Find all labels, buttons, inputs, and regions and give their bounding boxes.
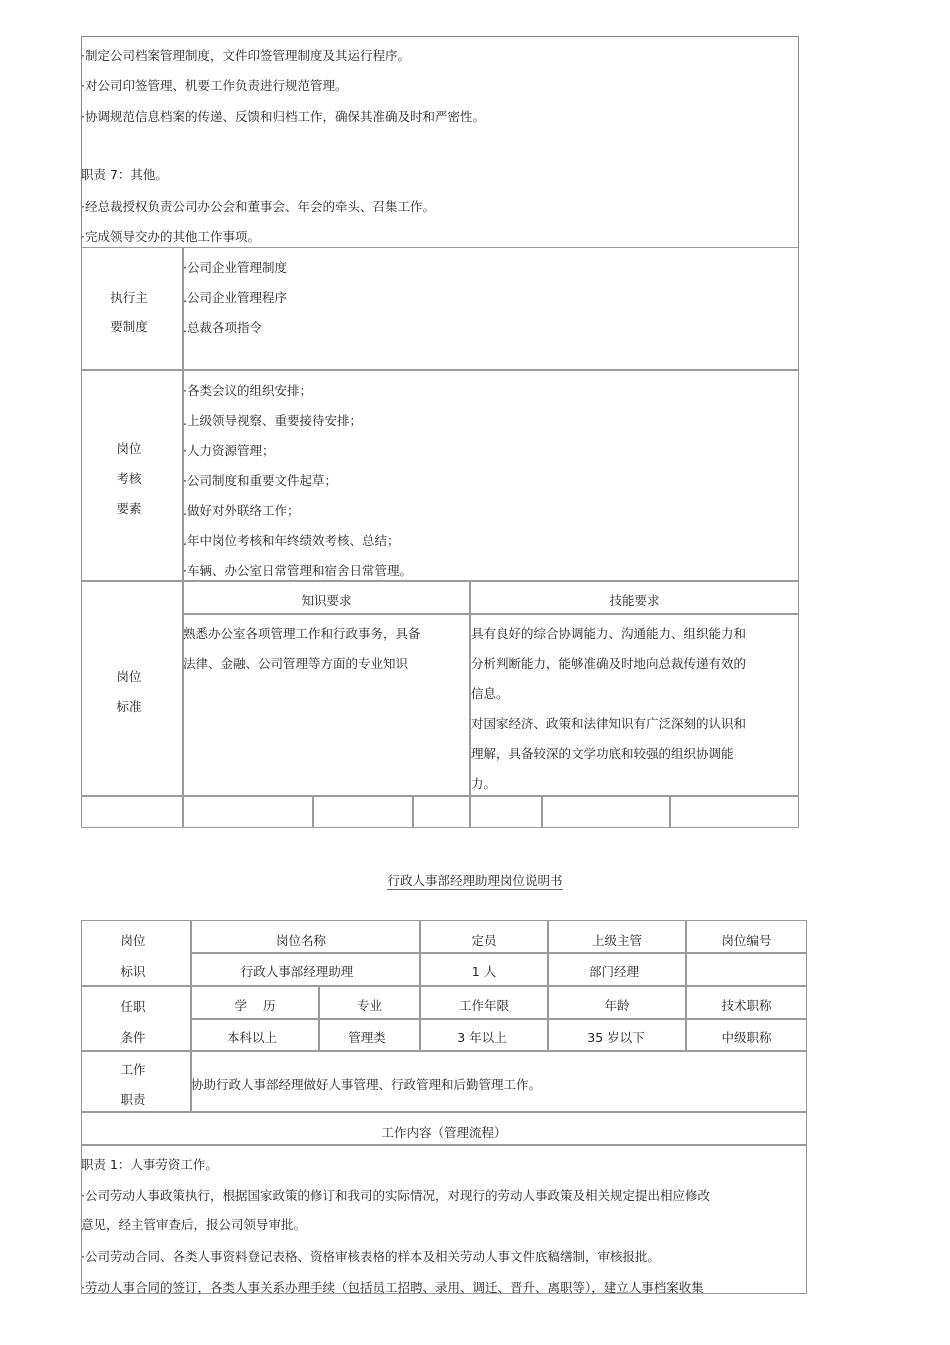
empty-cell: [670, 796, 799, 828]
skill-line: 对国家经济、政策和法律知识有广泛深刻的认识和: [471, 716, 747, 731]
skill-line: 具有良好的综合协调能力、沟通能力、组织能力和: [471, 626, 747, 641]
ident-label: 岗位: [120, 933, 146, 948]
content-heading: 职责 1：人事劳资工作。: [81, 1157, 218, 1172]
ident-value-cell: [686, 953, 807, 986]
exec-label: 执行主: [110, 290, 148, 305]
content-line: 意见，经主管审查后，报公司领导审批。: [81, 1217, 307, 1232]
duty-line: ·经总裁授权负责公司办公会和董事会、年会的牵头、召集工作。: [81, 199, 435, 214]
duty-line: ·对公司印签管理、机要工作负责进行规范管理。: [81, 78, 348, 93]
knowledge-header: 知识要求: [301, 593, 352, 608]
document-title: [0, 871, 950, 889]
knowledge-line: 法律、金融、公司管理等方面的专业知识: [183, 656, 409, 671]
exec-item: ·公司企业管理制度: [183, 260, 287, 275]
cond-header: 专业: [356, 998, 382, 1013]
cond-label: 任职: [120, 999, 146, 1014]
ident-header: 岗位编号: [721, 933, 772, 948]
empty-cell: [542, 796, 670, 828]
cond-header: 技术职称: [721, 998, 772, 1013]
duty-line: ·制定公司档案管理制度，文件印签管理制度及其运行程序。: [81, 48, 410, 63]
empty-cell: [413, 796, 470, 828]
skill-line: 分析判断能力，能够准确及时地向总裁传递有效的: [471, 656, 747, 671]
ident-header: 岗位名称: [275, 933, 326, 948]
ident-value: 1 人: [471, 964, 497, 979]
assess-item: .年中岗位考核和年终绩效考核、总结；: [183, 533, 400, 548]
skill-line: 信息。: [471, 686, 509, 701]
exec-label: 要制度: [110, 319, 148, 334]
assess-item: .上级领导视察、重要接待安排；: [183, 413, 362, 428]
assess-label: 要素: [116, 501, 142, 516]
standard-label: 标准: [116, 699, 142, 714]
content-line: ·劳动人事合同的签订，各类人事关系办理手续（包括员工招聘、录用、调迁、晋升、离职等），建立人事档案收集: [81, 1280, 704, 1295]
duty-label: 职责: [120, 1092, 146, 1107]
cond-value: 管理类: [348, 1030, 386, 1045]
cond-label: 条件: [120, 1030, 146, 1045]
exec-label-cell: [81, 247, 183, 370]
ident-value: 部门经理: [588, 964, 639, 979]
assess-item: ·公司制度和重要文件起草；: [183, 473, 337, 488]
cond-value: 中级职称: [721, 1030, 772, 1045]
empty-cell: [313, 796, 413, 828]
assess-item: ·人力资源管理；: [183, 443, 275, 458]
exec-item: .公司企业管理程序: [183, 290, 287, 305]
cond-value: 3 年以上: [457, 1030, 507, 1045]
assess-item: .做好对外联络工作；: [183, 503, 300, 518]
standard-label-cell: [81, 581, 183, 796]
exec-item: .总裁各项指令: [183, 320, 262, 335]
ident-header: 定员: [471, 933, 497, 948]
skill-line: 力。: [471, 776, 497, 791]
standard-label: 岗位: [116, 669, 142, 684]
duty-line: ·协调规范信息档案的传递、反馈和归档工作，确保其准确及时和严密性。: [81, 109, 485, 124]
duty-heading: 职责 7：其他。: [81, 167, 168, 182]
empty-cell: [470, 796, 542, 828]
ident-value: 行政人事部经理助理: [240, 964, 354, 979]
duty-line: ·完成领导交办的其他工作事项。: [81, 229, 260, 244]
content-line: ·公司劳动合同、各类人事资料登记表格、资格审核表格的样本及相关劳动人事文件底稿缮制，审核报批。: [81, 1249, 660, 1264]
cond-value: 本科以上: [226, 1030, 277, 1045]
skill-line: 理解，具备较深的文学功底和较强的组织协调能: [471, 746, 734, 761]
assess-item: ·各类会议的组织安排；: [183, 383, 312, 398]
skill-header: 技能要求: [609, 593, 660, 608]
content-header: 工作内容（管理流程）: [381, 1125, 507, 1140]
duty-label: 工作: [120, 1062, 146, 1077]
cond-header: 年龄: [604, 998, 630, 1013]
empty-cell: [81, 796, 183, 828]
cond-value: 35 岁以下: [587, 1030, 645, 1045]
assess-item: ·车辆、办公室日常管理和宿舍日常管理。: [183, 563, 412, 578]
assess-label: 考核: [116, 471, 142, 486]
document-title-text: 行政人事部经理助理岗位说明书: [387, 873, 563, 888]
knowledge-line: 熟悉办公室各项管理工作和行政事务，具备: [183, 626, 421, 641]
empty-cell: [183, 796, 313, 828]
assess-label: 岗位: [116, 441, 142, 456]
duty-text: 协助行政人事部经理做好人事管理、行政管理和后勤管理工作。: [191, 1077, 542, 1092]
ident-header: 上级主管: [591, 933, 642, 948]
cond-header: 学 历: [234, 998, 276, 1013]
cond-header: 工作年限: [458, 998, 509, 1013]
ident-label: 标识: [120, 964, 146, 979]
content-line: ·公司劳动人事政策执行，根据国家政策的修订和我司的实际情况，对现行的劳动人事政策及相关规定提出相应修改: [81, 1188, 710, 1203]
